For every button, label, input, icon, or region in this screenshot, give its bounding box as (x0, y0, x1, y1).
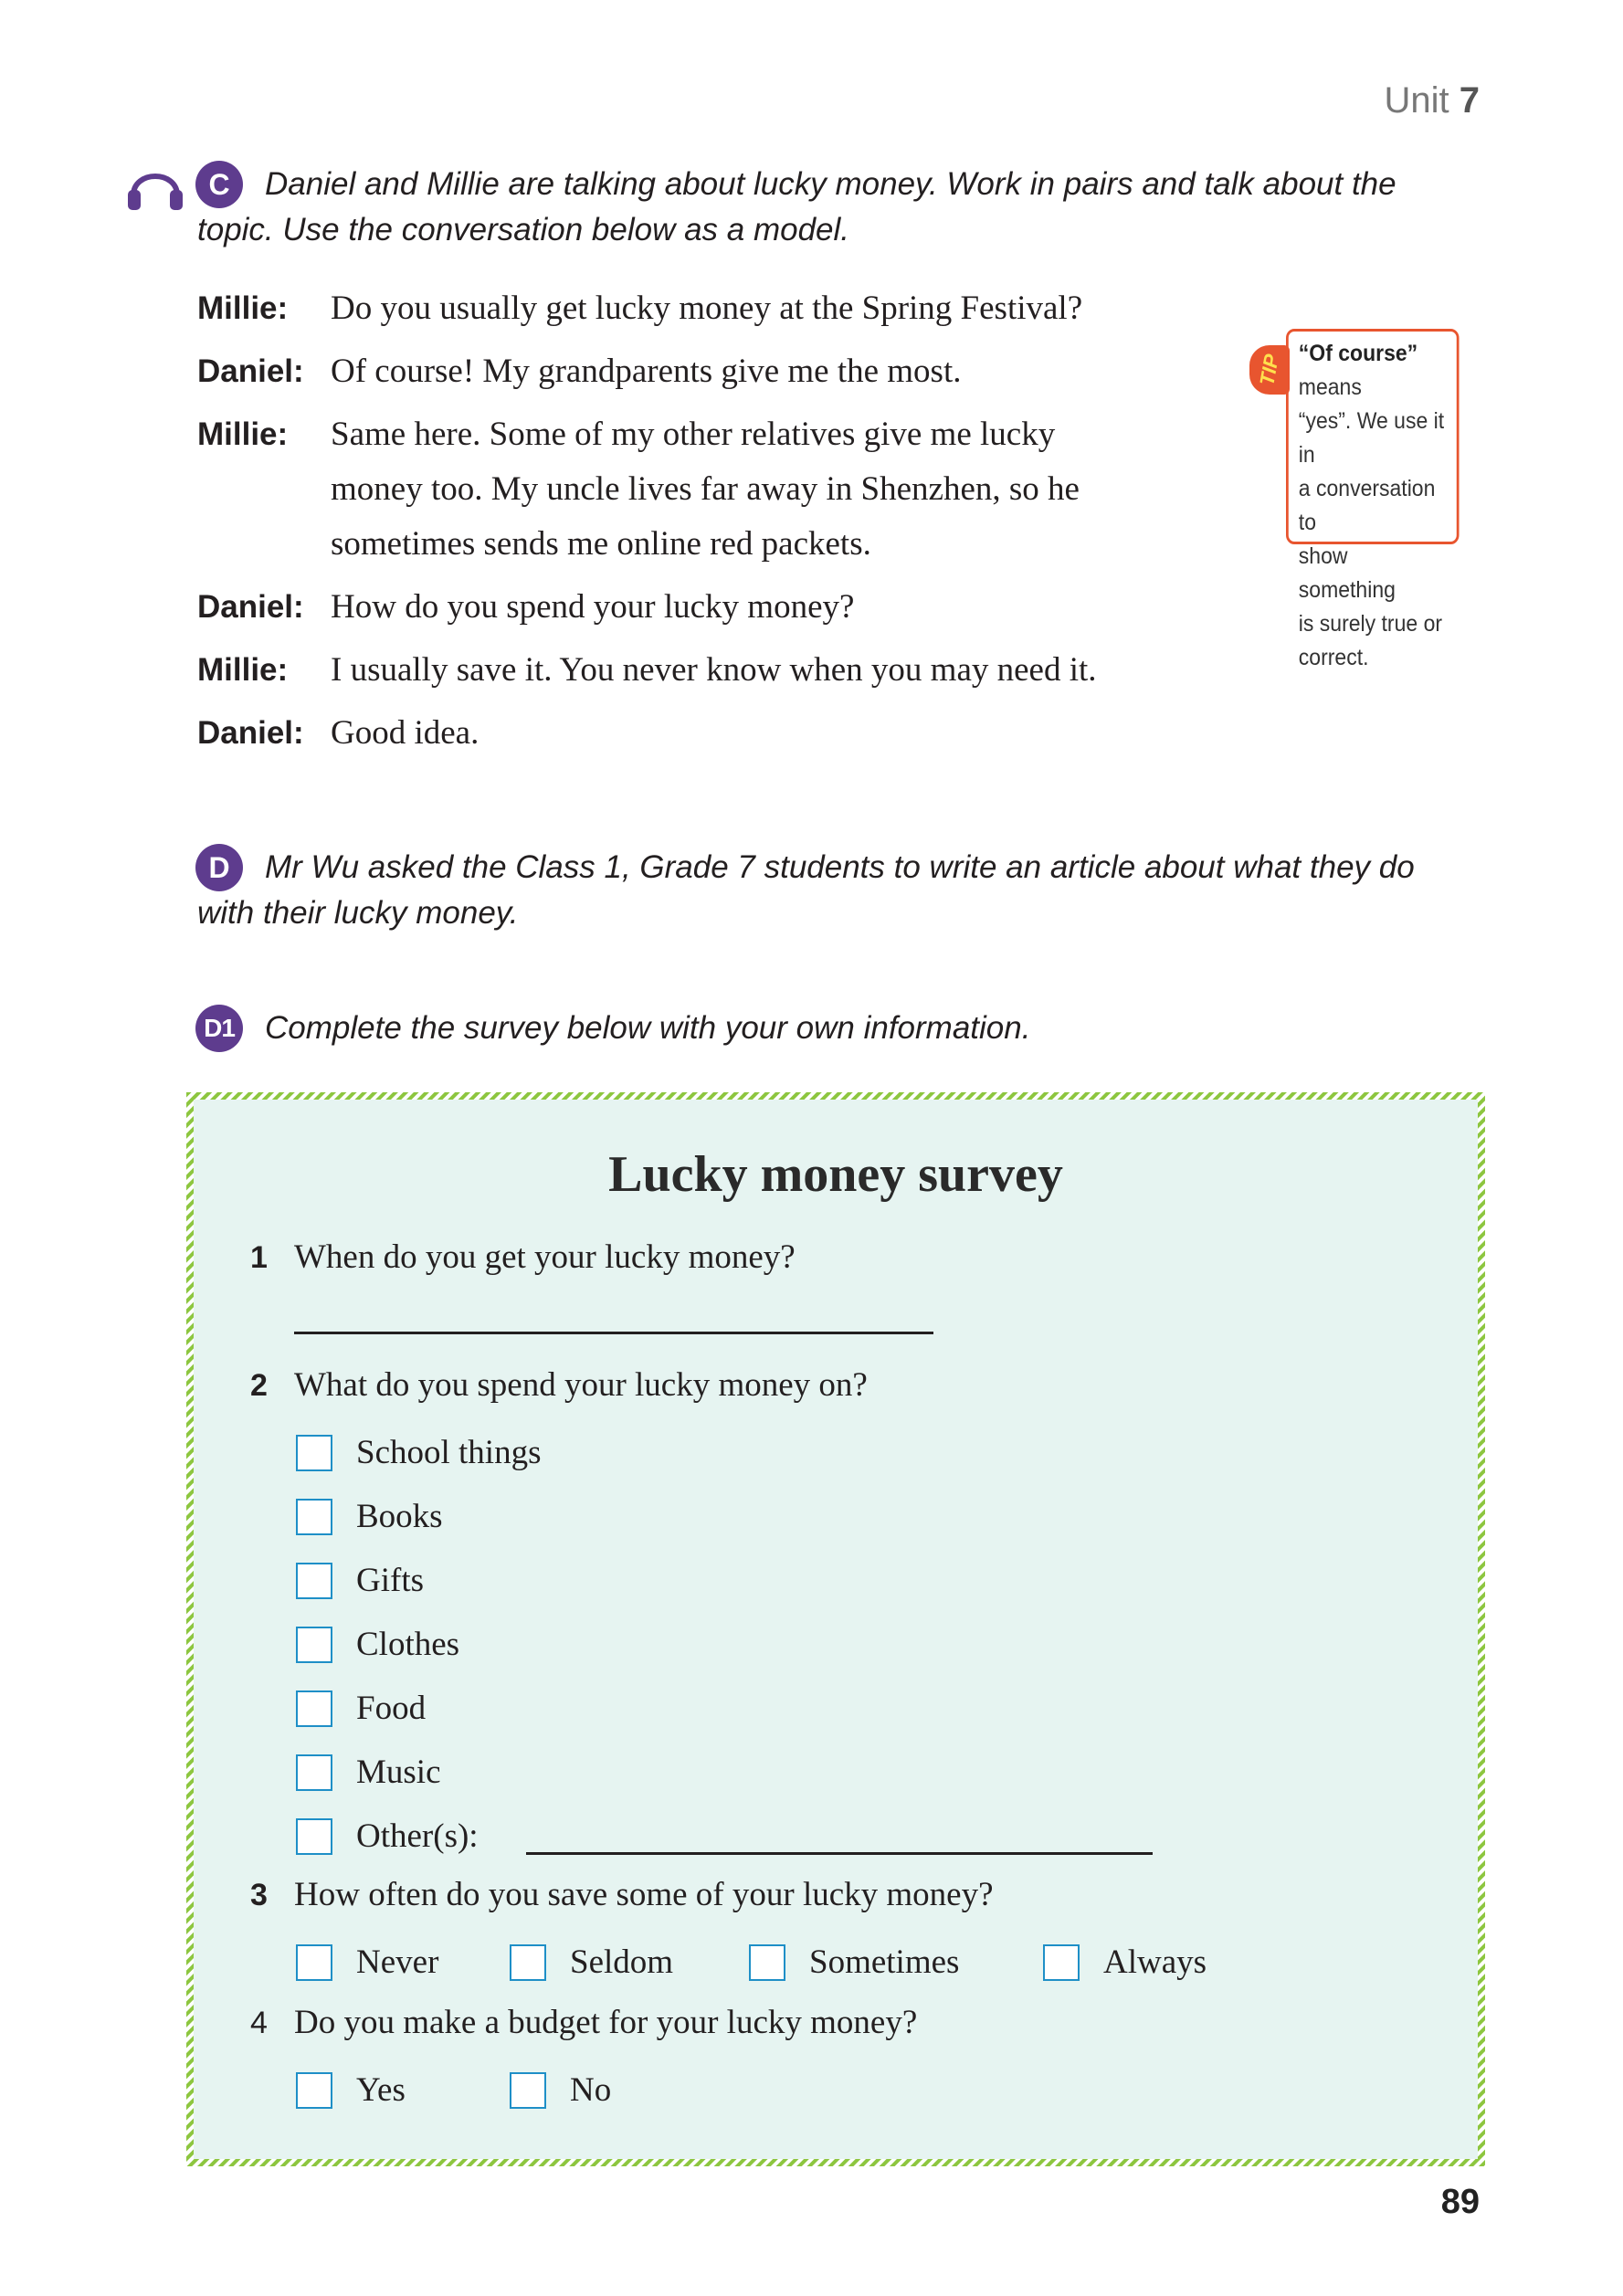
question-1 (250, 1235, 796, 1280)
dialogue-line: Of course! My grandparents give me the most. (331, 353, 962, 390)
question-number: 1 (250, 1240, 268, 1275)
speaker: Daniel: (197, 353, 304, 389)
checkbox[interactable] (296, 1627, 332, 1663)
option-label: Books (356, 1498, 443, 1535)
dialogue-row (197, 281, 1257, 336)
dialogue-line: How do you spend your lucky money? (331, 588, 855, 626)
option-label: Sometimes (809, 1943, 960, 1981)
question-number: 2 (250, 1368, 268, 1403)
tip-line-4: show something (1298, 543, 1396, 603)
speaker: Millie: (197, 652, 289, 688)
option-sometimes[interactable] (749, 1940, 959, 1985)
checkbox[interactable] (296, 1435, 332, 1471)
headphones-icon (126, 159, 184, 212)
dialogue-line: Do you usually get lucky money at the Spring Festival? (331, 290, 1083, 327)
dialogue-row (197, 462, 1257, 517)
question-3 (250, 1872, 994, 1918)
section-d-instruction-line2: with their lucky money. (197, 895, 519, 931)
section-c-instruction-line2: topic. Use the conversation below as a model. (197, 212, 849, 248)
unit-label (1361, 80, 1480, 121)
option-label: Other(s): (356, 1817, 479, 1855)
checkbox[interactable] (296, 2072, 332, 2109)
tip-line-1 (1299, 337, 1449, 405)
checkbox[interactable] (510, 1944, 546, 1981)
checkbox[interactable] (296, 1754, 332, 1791)
option-label: Seldom (570, 1943, 674, 1981)
question-text: How often do you save some of your lucky money? (294, 1876, 994, 1913)
tip-line-6: correct. (1298, 645, 1369, 670)
survey-panel (194, 1100, 1478, 2159)
option-music[interactable] (296, 1750, 441, 1796)
checkbox[interactable] (749, 1944, 785, 1981)
dialogue-line: Same here. Some of my other relatives give me lucky (331, 416, 1056, 453)
speaker: Daniel: (197, 715, 304, 751)
unit-word: Unit (1384, 80, 1449, 121)
section-c-badge: C (195, 161, 243, 208)
tip-line-3: a conversation to (1298, 476, 1436, 535)
checkbox[interactable] (296, 1944, 332, 1981)
option-never[interactable] (296, 1940, 438, 1985)
survey-title: Lucky money survey (608, 1146, 1063, 1203)
checkbox[interactable] (510, 2072, 546, 2109)
dialogue-row (197, 643, 1257, 698)
dialogue (197, 281, 1257, 761)
question-number: 3 (250, 1878, 268, 1912)
checkbox[interactable] (1043, 1944, 1080, 1981)
tip-line-2: “yes”. We use it in (1298, 408, 1445, 468)
question-number: 4 (250, 2006, 268, 2040)
dialogue-line: money too. My uncle lives far away in Shenzhen, so he (331, 470, 1080, 508)
speaker: Daniel: (197, 589, 304, 625)
option-yes[interactable] (296, 2068, 406, 2113)
tip-bold: “Of course” (1298, 341, 1418, 366)
tip-box (1286, 329, 1460, 670)
dialogue-line: sometimes sends me online red packets. (331, 525, 871, 563)
speaker: Millie: (197, 290, 289, 326)
option-label: Never (356, 1943, 439, 1981)
option-no[interactable] (510, 2068, 611, 2113)
tip-tag (1249, 345, 1290, 395)
checkbox[interactable] (296, 1499, 332, 1535)
tip-line-5: is surely true or (1298, 611, 1443, 637)
section-d1-badge: D1 (195, 1005, 243, 1052)
option-label: School things (356, 1434, 542, 1471)
dialogue-row (197, 344, 1257, 399)
question-text: Do you make a budget for your lucky money? (294, 2004, 918, 2041)
unit-number: 7 (1459, 80, 1480, 121)
dialogue-line: Good idea. (331, 714, 480, 752)
answer-blank-q1[interactable] (294, 1332, 933, 1334)
speaker: Millie: (197, 416, 289, 452)
option-label: Food (356, 1690, 427, 1727)
question-2 (250, 1363, 868, 1408)
option-label: Yes (356, 2071, 406, 2109)
option-clothes[interactable] (296, 1622, 459, 1668)
answer-blank-others[interactable] (526, 1852, 1153, 1855)
option-seldom[interactable] (510, 1940, 673, 1985)
option-label: No (570, 2071, 612, 2109)
checkbox[interactable] (296, 1563, 332, 1599)
section-d1-instruction: Complete the survey below with your own information. (265, 1010, 1031, 1046)
option-food[interactable] (296, 1686, 426, 1732)
option-label: Always (1103, 1943, 1207, 1981)
option-school-things[interactable] (296, 1430, 542, 1476)
question-text: When do you get your lucky money? (294, 1238, 796, 1276)
option-gifts[interactable] (296, 1558, 424, 1604)
page-number: 89 (1440, 2183, 1480, 2221)
dialogue-row (197, 517, 1257, 572)
dialogue-row (197, 706, 1257, 761)
option-label: Gifts (356, 1562, 424, 1599)
question-text: What do you spend your lucky money on? (294, 1366, 868, 1404)
option-label: Music (356, 1754, 441, 1791)
section-d-instruction-line1: Mr Wu asked the Class 1, Grade 7 students to write an article about what they do (265, 849, 1415, 885)
dialogue-row (197, 407, 1257, 462)
option-label: Clothes (356, 1626, 460, 1663)
tip-line1-rest: means (1298, 374, 1362, 400)
dialogue-line: I usually save it. You never know when you may need it. (331, 651, 1097, 689)
question-4 (250, 2000, 917, 2046)
dialogue-row (197, 580, 1257, 635)
section-c-instruction-line1: Daniel and Millie are talking about lucky money. Work in pairs and talk about the (265, 166, 1396, 202)
option-always[interactable] (1043, 1940, 1207, 1985)
checkbox[interactable] (296, 1818, 332, 1855)
section-d-badge: D (195, 844, 243, 891)
tip-tag-label: TIP (1255, 352, 1283, 387)
option-others[interactable] (296, 1814, 479, 1859)
option-books[interactable] (296, 1494, 443, 1540)
checkbox[interactable] (296, 1690, 332, 1727)
